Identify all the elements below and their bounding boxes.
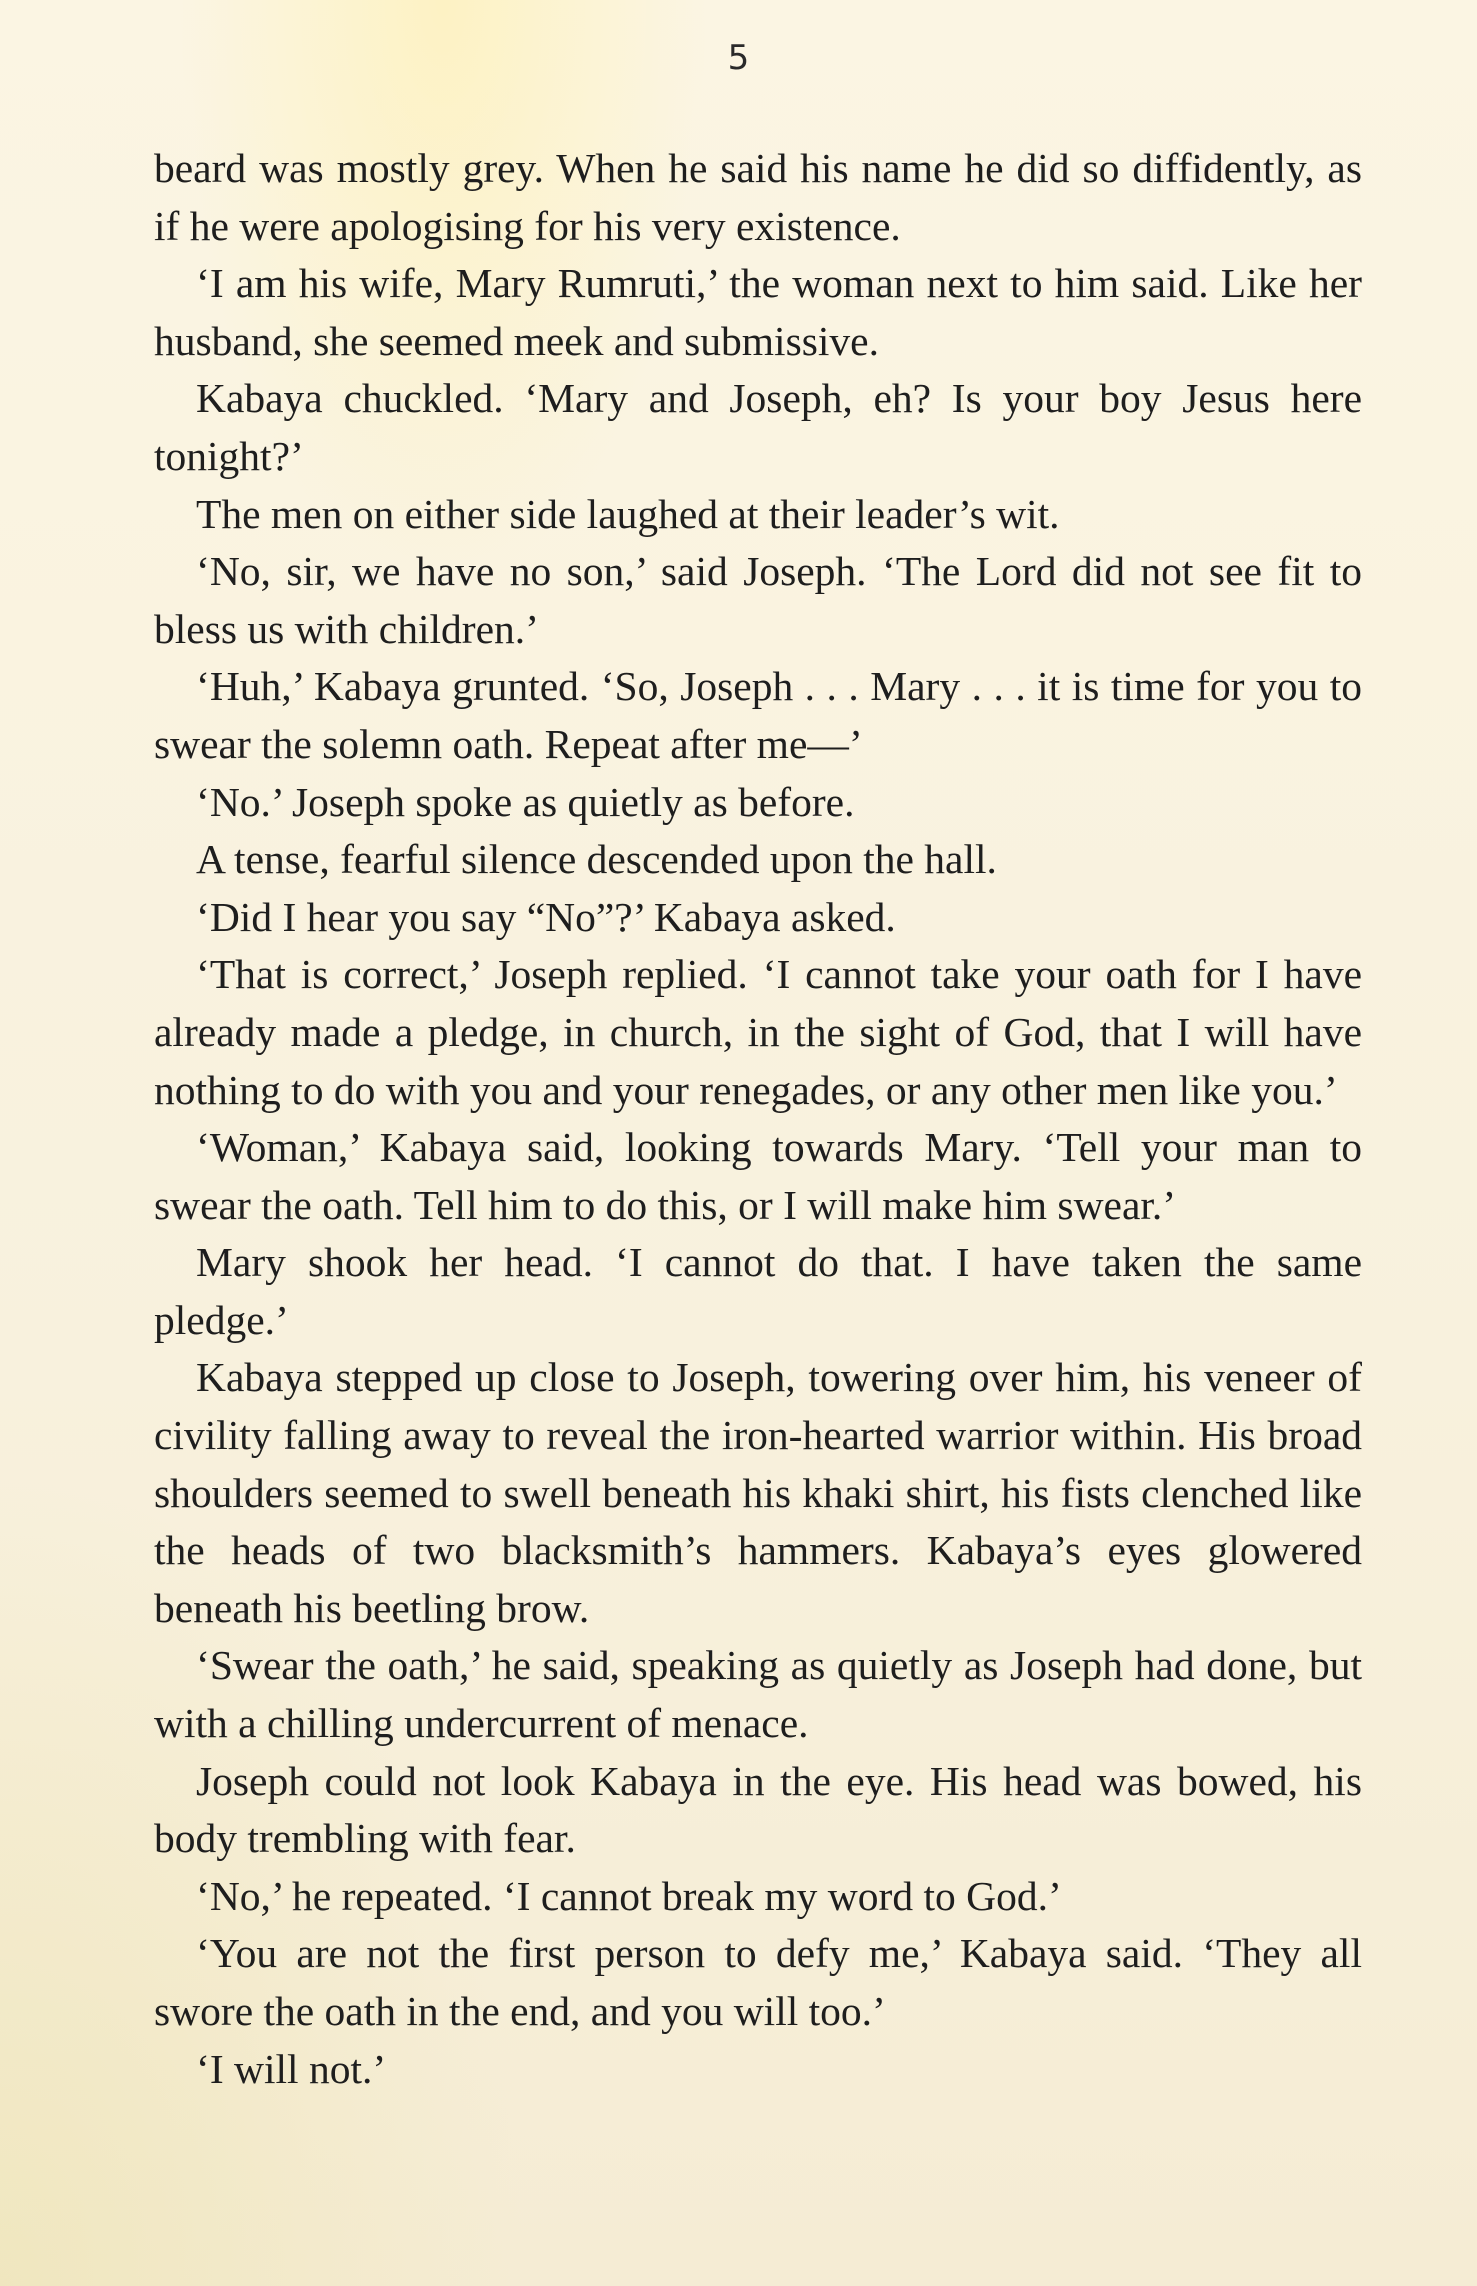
- paragraph: ‘Swear the oath,’ he said, speaking as quietly as Joseph had done, but with a chilling undercurrent of menace.: [154, 1642, 1362, 1747]
- paragraph: beard was mostly grey. When he said his name he did so diffidently, as if he were apologising for his very existence.: [154, 145, 1362, 249]
- paragraph: The men on either side laughed at their leader’s wit.: [196, 490, 1060, 537]
- paragraph: ‘I am his wife, Mary Rumruti,’ the woman next to him said. Like her husband, she seemed meek and submissive.: [154, 260, 1362, 364]
- paragraph: ‘Woman,’ Kabaya said, looking towards Mary. ‘Tell your man to swear the oath. Tell him to do this, or I will make him swear.’: [154, 1124, 1362, 1228]
- paragraph: ‘Huh,’ Kabaya grunted. ‘So, Joseph . . . Mary . . . it is time for you to swear the solemn oath. Repeat after me—’: [154, 663, 1362, 767]
- paragraph: Kabaya chuckled. ‘Mary and Joseph, eh? Is your boy Jesus here tonight?’: [154, 375, 1362, 479]
- paragraph: ‘Did I hear you say “No”?’ Kabaya asked.: [196, 893, 896, 940]
- body-text: [154, 140, 1362, 2098]
- paragraph: ‘I will not.’: [196, 2045, 387, 2092]
- paragraph: Joseph could not look Kabaya in the eye. His head was bowed, his body trembling with fear.: [154, 1757, 1362, 1862]
- page-number: 5: [727, 38, 750, 78]
- paragraph: ‘No.’ Joseph spoke as quietly as before.: [196, 778, 855, 825]
- paragraph: ‘That is correct,’ Joseph replied. ‘I cannot take your oath for I have already made a pledge, in church, in the sight of God, that I will have nothing to do with you and your renegades, or any other men like you.’: [154, 951, 1362, 1113]
- paragraph: Mary shook her head. ‘I cannot do that. I have taken the same pledge.’: [154, 1239, 1362, 1343]
- paragraph: ‘No, sir, we have no son,’ said Joseph. ‘The Lord did not see fit to bless us with children.’: [154, 548, 1362, 652]
- paragraph: ‘No,’ he repeated. ‘I cannot break my word to God.’: [196, 1872, 1062, 1919]
- paragraph: ‘You are not the first person to defy me,’ Kabaya said. ‘They all swore the oath in the end, and you will too.’: [154, 1930, 1362, 2034]
- paragraph: Kabaya stepped up close to Joseph, towering over him, his veneer of civility falling away to reveal the iron-hearted warrior within. His broad shoulders seemed to swell beneath his khaki shirt, his fists clenched like the heads of two blacksmith’s hammers. Kabaya’s eyes glowered beneath his beetling brow.: [154, 1354, 1362, 1631]
- paragraph: A tense, fearful silence descended upon the hall.: [196, 836, 997, 883]
